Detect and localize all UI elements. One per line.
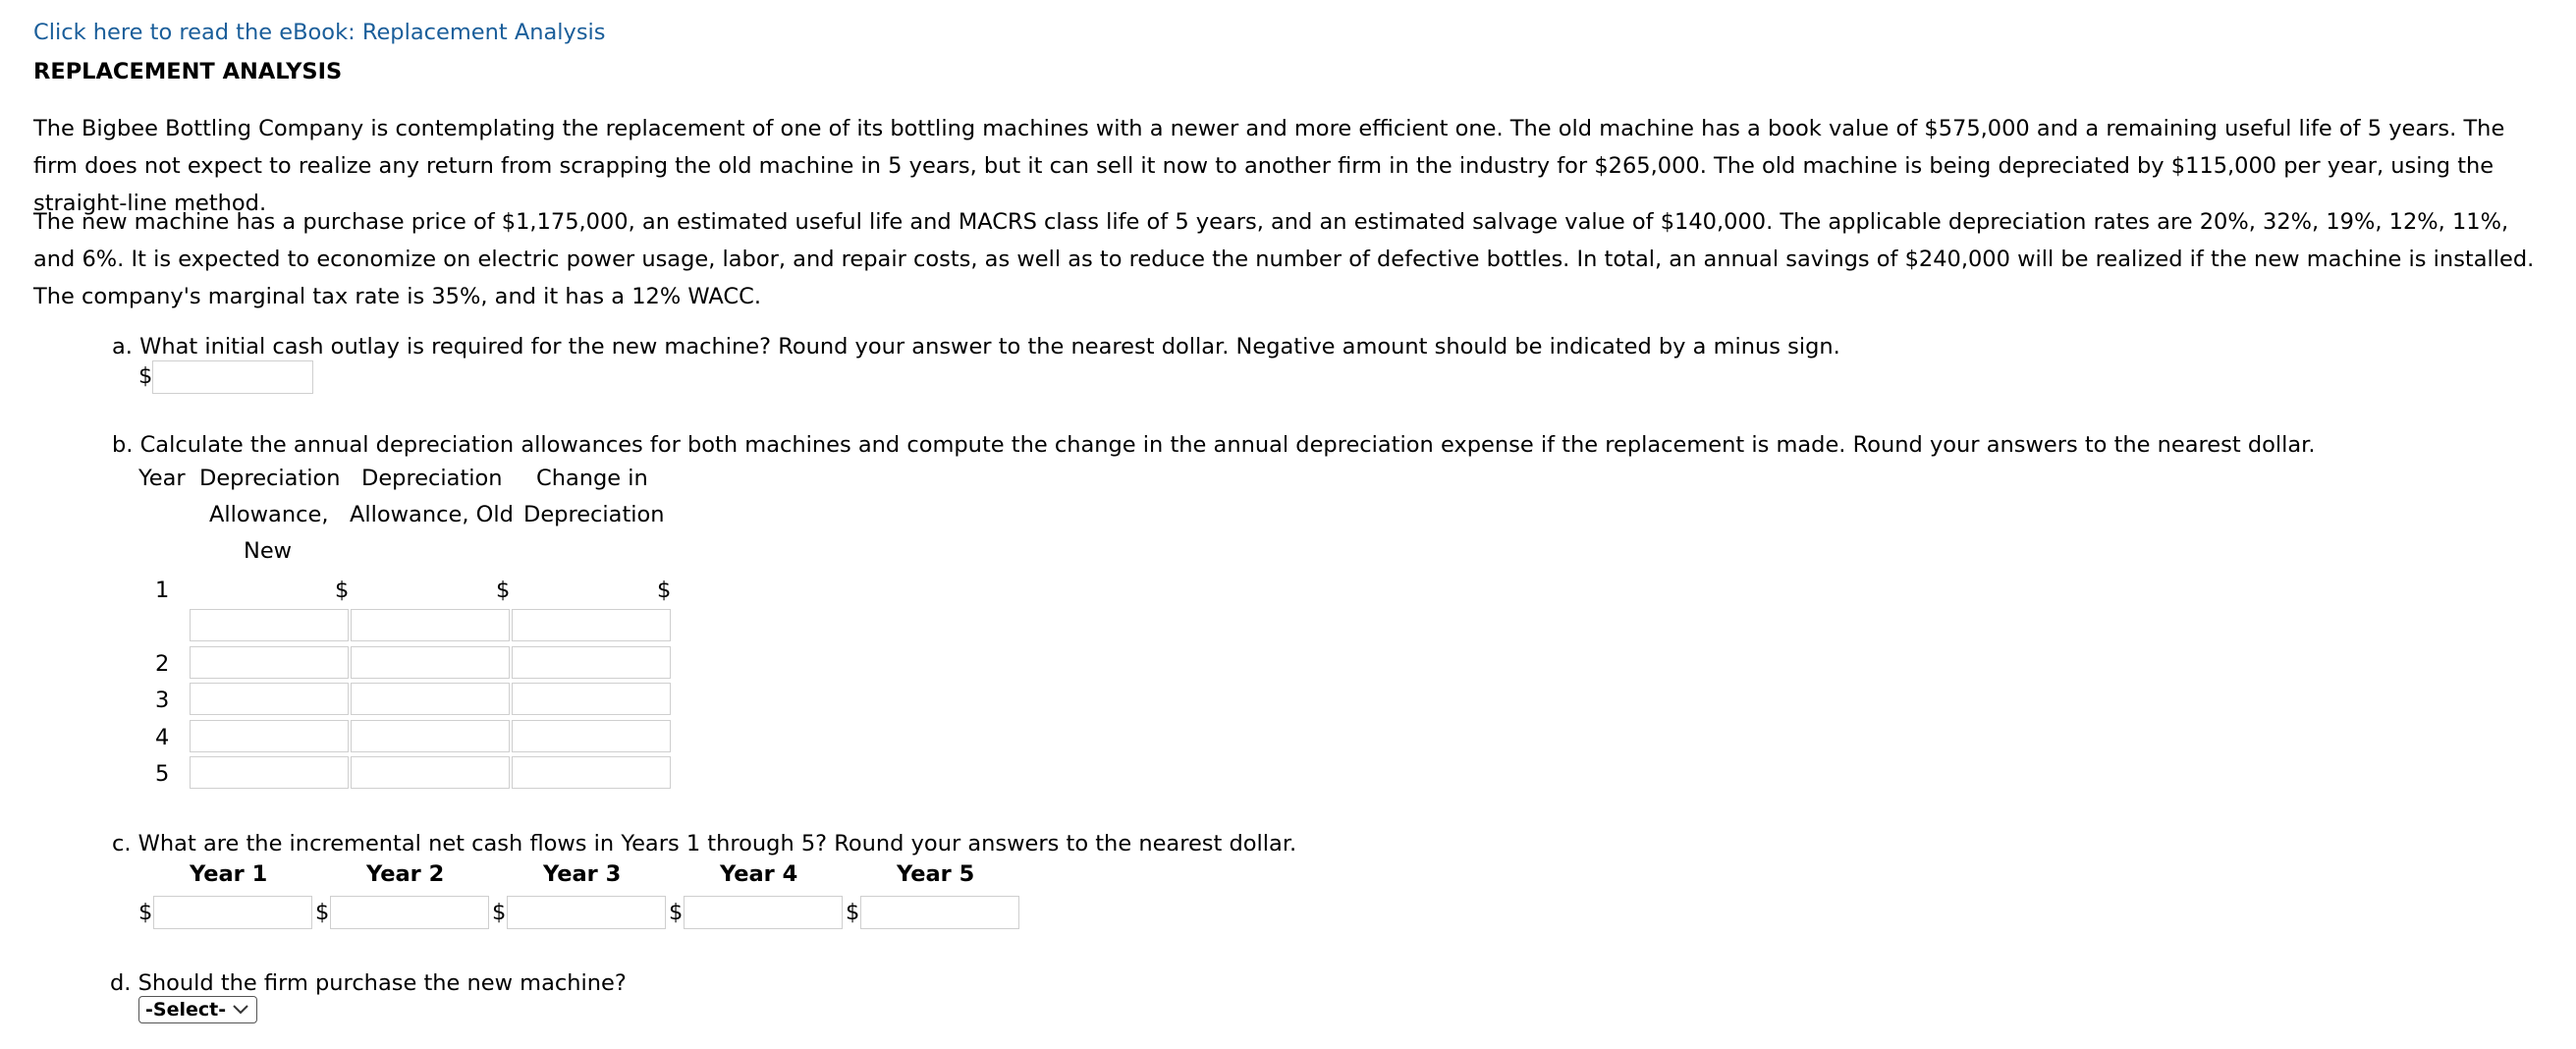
cash-flow-year-1-input[interactable] (153, 896, 312, 929)
header-new-line1: Depreciation (199, 466, 341, 491)
dep-change-year-3-input[interactable] (512, 683, 671, 715)
dep-change-year-1-input[interactable] (512, 609, 671, 641)
cf-currency-1: $ (138, 900, 153, 925)
currency-change: $ (657, 578, 672, 603)
cf-currency-5: $ (846, 900, 860, 925)
problem-paragraph-1: The Bigbee Bottling Company is contemplating the replacement of one of its bottling machines with a newer and more efficient one. The old machine has a book value of $575,000 and a remaining useful life of 5 years. The firm does not expect to realize any return from scrapping the old machine in 5 years, but it can sell it now to another firm in the industry for $265,000. The old machine is being depreciated by $115,000 per year, using the straight-line method. (33, 116, 2505, 216)
cf-header-year-1: Year 1 (190, 861, 268, 887)
dep-old-year-1-input[interactable] (351, 609, 510, 641)
dep-new-year-2-input[interactable] (190, 646, 349, 679)
dep-new-year-5-input[interactable] (190, 756, 349, 789)
header-change-line2: Depreciation (523, 502, 665, 527)
dep-change-year-4-input[interactable] (512, 720, 671, 752)
dep-old-year-4-input[interactable] (351, 720, 510, 752)
dep-old-year-2-input[interactable] (351, 646, 510, 679)
ebook-link[interactable]: Click here to read the eBook: Replacement Analysis (33, 20, 606, 45)
header-old-line2: Allowance, Old (350, 502, 514, 527)
question-b-text: b. Calculate the annual depreciation allowances for both machines and compute the change in the annual depreciation expense if the replacement is made. Round your answers to the nearest dollar. (112, 432, 2316, 458)
cf-currency-2: $ (315, 900, 330, 925)
cf-currency-4: $ (669, 900, 684, 925)
question-a-text: a. What initial cash outlay is required for the new machine? Round your answer to the nearest dollar. Negative amount should be indicated by a minus sign. (112, 334, 1840, 359)
row-year-3: 3 (155, 688, 170, 713)
question-d-text: d. Should the firm purchase the new machine? (110, 970, 627, 996)
section-title: REPLACEMENT ANALYSIS (33, 59, 343, 84)
cash-flow-year-5-input[interactable] (860, 896, 1019, 929)
header-new-line2: Allowance, (209, 502, 329, 527)
cf-header-year-4: Year 4 (720, 861, 798, 887)
cf-currency-3: $ (492, 900, 507, 925)
currency-new: $ (335, 578, 350, 603)
row-year-4: 4 (155, 725, 170, 750)
dep-change-year-5-input[interactable] (512, 756, 671, 789)
dep-change-year-2-input[interactable] (512, 646, 671, 679)
problem-paragraph-2: The new machine has a purchase price of $1,175,000, an estimated useful life and MACRS class life of 5 years, and an estimated salvage value of $140,000. The applicable depreciation rates are 20%, 32%, 19%, 12%, 11%, and 6%. It is expected to economize on electric power usage, labor, and repair costs, as well as to reduce the number of defective bottles. In total, an annual savings of $240,000 will be realized if the new machine is installed. The company's marginal tax rate is 35%, and it has a 12% WACC. (33, 209, 2535, 309)
cf-header-year-2: Year 2 (366, 861, 445, 887)
dep-new-year-3-input[interactable] (190, 683, 349, 715)
cash-flow-year-2-input[interactable] (330, 896, 489, 929)
row-year-1: 1 (155, 578, 170, 603)
dep-old-year-3-input[interactable] (351, 683, 510, 715)
dep-new-year-4-input[interactable] (190, 720, 349, 752)
header-year: Year (138, 466, 186, 491)
row-year-2: 2 (155, 651, 170, 677)
cf-header-year-3: Year 3 (543, 861, 622, 887)
header-old-line1: Depreciation (361, 466, 503, 491)
row-year-5: 5 (155, 761, 170, 787)
select-value: -Select- (145, 999, 227, 1021)
cash-flow-year-3-input[interactable] (507, 896, 666, 929)
dep-new-year-1-input[interactable] (190, 609, 349, 641)
cf-header-year-5: Year 5 (897, 861, 975, 887)
header-change-line1: Change in (536, 466, 648, 491)
question-c-text: c. What are the incremental net cash flows in Years 1 through 5? Round your answers to the nearest dollar. (112, 831, 1297, 856)
header-new-line3: New (244, 538, 293, 564)
purchase-decision-select[interactable] (138, 996, 257, 1023)
dep-old-year-5-input[interactable] (351, 756, 510, 789)
chevron-down-icon (232, 1004, 249, 1016)
cash-flow-year-4-input[interactable] (684, 896, 843, 929)
question-a-currency: $ (138, 363, 153, 389)
currency-old: $ (496, 578, 511, 603)
initial-outlay-input[interactable] (152, 360, 313, 394)
